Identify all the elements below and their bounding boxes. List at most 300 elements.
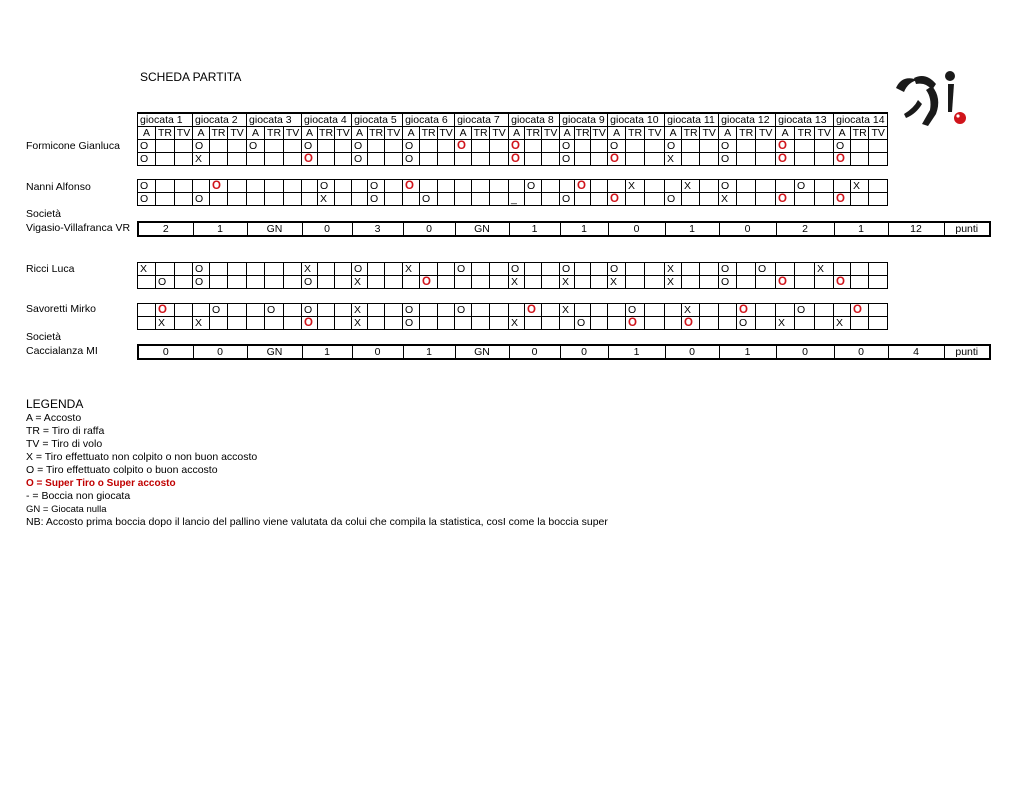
shot-cell xyxy=(403,276,420,289)
shot-mark: O xyxy=(249,139,258,152)
shot-mark: X xyxy=(628,179,636,192)
super-shot-mark: O xyxy=(739,303,748,316)
score-cell: 1 xyxy=(560,222,608,236)
player-name-formicone: Formicone Gianluca xyxy=(26,140,120,152)
shot-cell xyxy=(869,276,888,289)
shot-cell xyxy=(509,140,525,153)
sub-header: A xyxy=(560,127,575,140)
shot-mark: O xyxy=(405,303,414,316)
score-cell: GN xyxy=(455,345,509,359)
shot-cell xyxy=(302,276,318,289)
shot-cell xyxy=(403,153,420,166)
shot-mark: O xyxy=(140,192,149,205)
sub-header: A xyxy=(665,127,682,140)
shot-cell xyxy=(560,153,575,166)
shot-cell xyxy=(455,153,472,166)
shot-cell xyxy=(591,193,608,206)
shot-mark: O xyxy=(370,192,379,205)
shot-cell xyxy=(795,153,815,166)
shot-cell xyxy=(385,304,403,317)
giocata-header: giocata 11 xyxy=(665,113,719,127)
shot-cell xyxy=(608,263,626,276)
sub-header: A xyxy=(403,127,420,140)
shot-cell xyxy=(210,153,228,166)
shot-cell xyxy=(156,140,175,153)
sub-header: TV xyxy=(490,127,509,140)
shot-mark: O xyxy=(140,179,149,192)
score-cell: 1 xyxy=(608,345,665,359)
shot-cell xyxy=(560,304,575,317)
shot-mark: X xyxy=(405,262,413,275)
shot-cell xyxy=(284,153,302,166)
sub-header: TR xyxy=(852,126,867,139)
shot-mark: X xyxy=(853,179,861,192)
shot-cell xyxy=(403,304,420,317)
shot-mark: O xyxy=(354,152,363,165)
shot-mark: O xyxy=(457,303,466,316)
shot-cell xyxy=(210,304,228,317)
super-shot-mark: O xyxy=(511,152,520,165)
shot-mark: O xyxy=(562,192,571,205)
shot-cell xyxy=(834,317,851,330)
shot-cell xyxy=(284,304,302,317)
shot-cell xyxy=(490,193,509,206)
shot-cell xyxy=(455,263,472,276)
shot-cell xyxy=(542,276,560,289)
shot-cell xyxy=(368,153,385,166)
score-cell: 0 xyxy=(608,222,665,236)
shot-mark: O xyxy=(610,262,619,275)
shot-mark: O xyxy=(562,152,571,165)
shot-cell xyxy=(210,263,228,276)
shot-cell xyxy=(626,317,645,330)
shot-cell xyxy=(368,304,385,317)
shot-mark: O xyxy=(195,275,204,288)
shot-cell xyxy=(138,193,156,206)
shot-cell xyxy=(302,263,318,276)
sub-header: A xyxy=(302,127,318,140)
shot-cell xyxy=(815,276,834,289)
super-shot-mark: O xyxy=(778,139,787,152)
shot-cell xyxy=(175,193,193,206)
super-shot-mark: O xyxy=(684,316,693,329)
shot-cell xyxy=(302,140,318,153)
sub-header: TR xyxy=(421,126,436,139)
shot-cell xyxy=(776,180,795,193)
score-cell: GN xyxy=(247,222,302,236)
shot-cell xyxy=(228,317,247,330)
score-cell: 0 xyxy=(776,345,834,359)
shot-cell xyxy=(438,180,455,193)
shot-cell xyxy=(193,304,210,317)
shot-cell xyxy=(719,153,737,166)
score-cell: 3 xyxy=(352,222,403,236)
shot-cell xyxy=(352,276,368,289)
giocata-header: giocata 10 xyxy=(608,113,665,127)
super-shot-mark: O xyxy=(778,275,787,288)
sub-header: TR xyxy=(526,126,541,139)
shot-cell xyxy=(682,317,700,330)
sub-header: A xyxy=(608,127,626,140)
shot-cell xyxy=(815,317,834,330)
legend-super: O = Super Tiro o Super accosto xyxy=(26,478,176,489)
shot-cell xyxy=(265,263,284,276)
shot-cell xyxy=(795,304,815,317)
shot-mark: O xyxy=(721,275,730,288)
shot-mark: X xyxy=(320,192,328,205)
shot-cell xyxy=(869,180,888,193)
shot-cell xyxy=(626,153,645,166)
super-shot-mark: O xyxy=(610,192,619,205)
shot-cell xyxy=(815,153,834,166)
sub-header: A xyxy=(719,127,737,140)
super-shot-mark: O xyxy=(836,192,845,205)
sub-header: TR xyxy=(626,127,645,140)
shot-cell xyxy=(420,140,438,153)
shot-cell xyxy=(509,304,525,317)
shot-cell xyxy=(869,263,888,276)
super-shot-mark: O xyxy=(836,275,845,288)
shot-cell xyxy=(665,140,682,153)
shot-cell xyxy=(175,153,193,166)
shot-mark: O xyxy=(527,179,536,192)
shot-cell xyxy=(665,276,682,289)
shot-cell xyxy=(175,304,193,317)
shot-cell xyxy=(247,304,265,317)
shot-cell xyxy=(138,304,156,317)
super-shot-mark: O xyxy=(853,303,862,316)
shot-cell xyxy=(284,317,302,330)
shot-cell xyxy=(335,276,352,289)
shot-cell xyxy=(420,317,438,330)
shot-cell xyxy=(210,140,228,153)
shot-cell xyxy=(591,276,608,289)
shot-cell xyxy=(403,193,420,206)
player-grid xyxy=(137,303,888,330)
shot-cell xyxy=(719,180,737,193)
shot-cell xyxy=(834,140,851,153)
shot-cell xyxy=(368,317,385,330)
sub-header: TR xyxy=(737,127,756,140)
super-shot-mark: O xyxy=(577,179,586,192)
shot-cell xyxy=(318,263,335,276)
shot-mark: O xyxy=(577,316,586,329)
shot-mark: X xyxy=(195,152,203,165)
shot-cell xyxy=(228,153,247,166)
shot-cell xyxy=(420,263,438,276)
shot-mark: O xyxy=(140,139,149,152)
shot-cell xyxy=(608,193,626,206)
shot-cell xyxy=(352,193,368,206)
shot-cell xyxy=(352,180,368,193)
sub-header: TR xyxy=(211,126,226,139)
shot-cell xyxy=(719,317,737,330)
score-row xyxy=(137,344,991,360)
shot-cell xyxy=(776,193,795,206)
total-points: 12 xyxy=(888,222,944,236)
shot-mark: X xyxy=(195,316,203,329)
shot-cell xyxy=(834,263,851,276)
shot-cell xyxy=(352,263,368,276)
shot-cell xyxy=(368,263,385,276)
shot-cell xyxy=(509,276,525,289)
shot-mark: O xyxy=(405,152,414,165)
shot-cell xyxy=(210,193,228,206)
shot-cell xyxy=(156,153,175,166)
shot-cell xyxy=(175,180,193,193)
sub-header: TV xyxy=(592,126,606,139)
shot-mark: O xyxy=(304,275,313,288)
shot-cell xyxy=(284,140,302,153)
shot-cell xyxy=(756,153,776,166)
shot-cell xyxy=(525,153,542,166)
shot-mark: X xyxy=(158,316,166,329)
shot-cell xyxy=(284,276,302,289)
shot-mark: O xyxy=(158,275,167,288)
sub-header: TR xyxy=(683,126,698,139)
shot-cell xyxy=(834,153,851,166)
society-name: Caccialanza MI xyxy=(26,345,98,357)
sub-header: TV xyxy=(815,127,834,140)
shot-cell xyxy=(608,140,626,153)
super-shot-mark: O xyxy=(610,152,619,165)
shot-mark: O xyxy=(667,139,676,152)
shot-cell xyxy=(645,153,665,166)
shot-cell xyxy=(509,317,525,330)
giocata-header: giocata 2 xyxy=(193,113,247,127)
shot-cell xyxy=(318,180,335,193)
player-name-savoretti: Savoretti Mirko xyxy=(26,303,97,315)
score-cell: 0 xyxy=(352,345,403,359)
shot-cell xyxy=(737,304,756,317)
shot-cell xyxy=(302,193,318,206)
sub-header: A xyxy=(509,127,525,140)
shot-cell xyxy=(335,153,352,166)
shot-cell xyxy=(265,153,284,166)
shot-cell xyxy=(719,140,737,153)
shot-cell xyxy=(228,263,247,276)
score-cell: 0 xyxy=(719,222,776,236)
shot-cell xyxy=(575,193,591,206)
sub-header: A xyxy=(834,127,851,140)
super-shot-mark: O xyxy=(457,139,466,152)
shot-mark: O xyxy=(304,303,313,316)
player-grid xyxy=(137,139,888,166)
shot-cell xyxy=(455,193,472,206)
shot-cell xyxy=(776,263,795,276)
shot-cell xyxy=(352,140,368,153)
shot-cell xyxy=(575,317,591,330)
shot-cell xyxy=(542,193,560,206)
shot-cell xyxy=(776,140,795,153)
shot-cell xyxy=(756,304,776,317)
shot-cell xyxy=(490,263,509,276)
shot-cell xyxy=(851,317,869,330)
shot-cell xyxy=(438,304,455,317)
society-name: Vigasio-Villafranca VR xyxy=(26,222,131,234)
shot-cell xyxy=(851,263,869,276)
shot-cell xyxy=(247,276,265,289)
giocata-header: giocata 1 xyxy=(138,113,193,127)
shot-cell xyxy=(815,140,834,153)
giocata-header: giocata 5 xyxy=(352,113,403,127)
shot-mark: O xyxy=(721,179,730,192)
shot-cell xyxy=(795,140,815,153)
player-grid xyxy=(137,179,888,206)
shot-mark: X xyxy=(562,275,570,288)
shot-cell xyxy=(247,317,265,330)
shot-cell xyxy=(719,276,737,289)
shot-cell xyxy=(575,276,591,289)
shot-cell xyxy=(228,140,247,153)
shot-mark: O xyxy=(267,303,276,316)
shot-cell xyxy=(403,317,420,330)
shot-cell xyxy=(438,193,455,206)
shot-cell xyxy=(247,263,265,276)
shot-cell xyxy=(682,193,700,206)
super-shot-mark: O xyxy=(212,179,221,192)
shot-cell xyxy=(175,140,193,153)
shot-mark: O xyxy=(836,139,845,152)
shot-cell xyxy=(472,153,490,166)
shot-cell xyxy=(776,317,795,330)
shot-cell xyxy=(815,180,834,193)
shot-cell xyxy=(403,263,420,276)
shot-cell xyxy=(284,180,302,193)
shot-mark: X xyxy=(511,275,519,288)
shot-cell xyxy=(138,153,156,166)
sub-header: A xyxy=(138,127,156,140)
shot-cell xyxy=(302,153,318,166)
score-cell: 1 xyxy=(665,222,719,236)
shot-cell xyxy=(156,180,175,193)
super-shot-mark: O xyxy=(304,152,313,165)
score-cell: 1 xyxy=(509,222,560,236)
legend-dash: - = Boccia non giocata xyxy=(26,490,131,502)
shot-cell xyxy=(525,304,542,317)
shot-mark: O xyxy=(758,262,767,275)
shot-cell xyxy=(525,140,542,153)
shot-cell xyxy=(608,304,626,317)
shot-cell xyxy=(420,180,438,193)
shot-mark: X xyxy=(667,152,675,165)
shot-cell xyxy=(352,153,368,166)
shot-cell xyxy=(438,317,455,330)
shot-cell xyxy=(265,276,284,289)
shot-mark: X xyxy=(304,262,312,275)
giocata-header: giocata 12 xyxy=(719,113,776,127)
shot-cell xyxy=(665,263,682,276)
shot-cell xyxy=(700,304,719,317)
shot-mark: O xyxy=(562,139,571,152)
shot-cell xyxy=(420,276,438,289)
shot-cell xyxy=(438,153,455,166)
shot-cell xyxy=(265,304,284,317)
shot-cell xyxy=(795,263,815,276)
shot-cell xyxy=(700,317,719,330)
shot-cell xyxy=(608,317,626,330)
giocata-header: giocata 13 xyxy=(776,113,834,127)
shot-cell xyxy=(645,140,665,153)
shot-cell xyxy=(352,317,368,330)
shot-cell xyxy=(682,304,700,317)
shot-cell xyxy=(682,263,700,276)
shot-cell xyxy=(608,276,626,289)
legend-nb: NB: Accosto prima boccia dopo il lancio del pallino viene valutata da colui che compila la statistica, cosI come la boccia super xyxy=(26,516,608,528)
shot-mark: O xyxy=(628,303,637,316)
sub-header: TV xyxy=(228,127,247,140)
shot-cell xyxy=(560,263,575,276)
shot-cell xyxy=(834,180,851,193)
shot-mark: X xyxy=(817,262,825,275)
shot-cell xyxy=(525,317,542,330)
shot-cell xyxy=(284,263,302,276)
shot-cell xyxy=(682,140,700,153)
sub-header: A xyxy=(352,127,368,140)
shot-cell xyxy=(138,140,156,153)
shot-cell xyxy=(490,180,509,193)
shot-mark: X xyxy=(354,303,362,316)
shot-cell xyxy=(815,193,834,206)
points-label: punti xyxy=(944,222,990,236)
shot-cell xyxy=(193,153,210,166)
shot-cell xyxy=(156,317,175,330)
shot-cell xyxy=(575,180,591,193)
sub-header: TR xyxy=(319,126,334,139)
shot-cell xyxy=(420,153,438,166)
shot-cell xyxy=(851,276,869,289)
legend-o: O = Tiro effettuato colpito o buon accosto xyxy=(26,464,218,476)
shot-cell xyxy=(591,140,608,153)
shot-mark: O xyxy=(667,192,676,205)
shot-cell xyxy=(193,276,210,289)
score-cell: 1 xyxy=(403,345,455,359)
shot-cell xyxy=(472,317,490,330)
sub-header: TV xyxy=(439,126,453,139)
shot-cell xyxy=(318,140,335,153)
shot-cell xyxy=(193,263,210,276)
shot-cell xyxy=(368,193,385,206)
shot-cell xyxy=(156,276,175,289)
score-cell: 0 xyxy=(403,222,455,236)
shot-cell xyxy=(737,180,756,193)
shot-cell xyxy=(560,193,575,206)
total-points: 4 xyxy=(888,345,944,359)
shot-mark: O xyxy=(422,192,431,205)
shot-cell xyxy=(851,180,869,193)
shot-cell xyxy=(175,317,193,330)
shot-cell xyxy=(247,180,265,193)
shot-cell xyxy=(525,276,542,289)
sub-header: TR xyxy=(369,126,384,139)
shot-cell xyxy=(591,317,608,330)
shot-cell xyxy=(795,317,815,330)
shot-cell xyxy=(645,263,665,276)
score-cell: 0 xyxy=(560,345,608,359)
shot-cell xyxy=(490,304,509,317)
sub-header: TV xyxy=(869,127,888,140)
shot-cell xyxy=(737,276,756,289)
shot-cell xyxy=(138,180,156,193)
shot-cell xyxy=(438,140,455,153)
shot-cell xyxy=(265,193,284,206)
shot-mark: X xyxy=(667,275,675,288)
shot-mark: O xyxy=(405,139,414,152)
shot-cell xyxy=(560,180,575,193)
legend xyxy=(26,398,608,529)
sub-header: A xyxy=(247,127,265,140)
shot-cell xyxy=(335,140,352,153)
